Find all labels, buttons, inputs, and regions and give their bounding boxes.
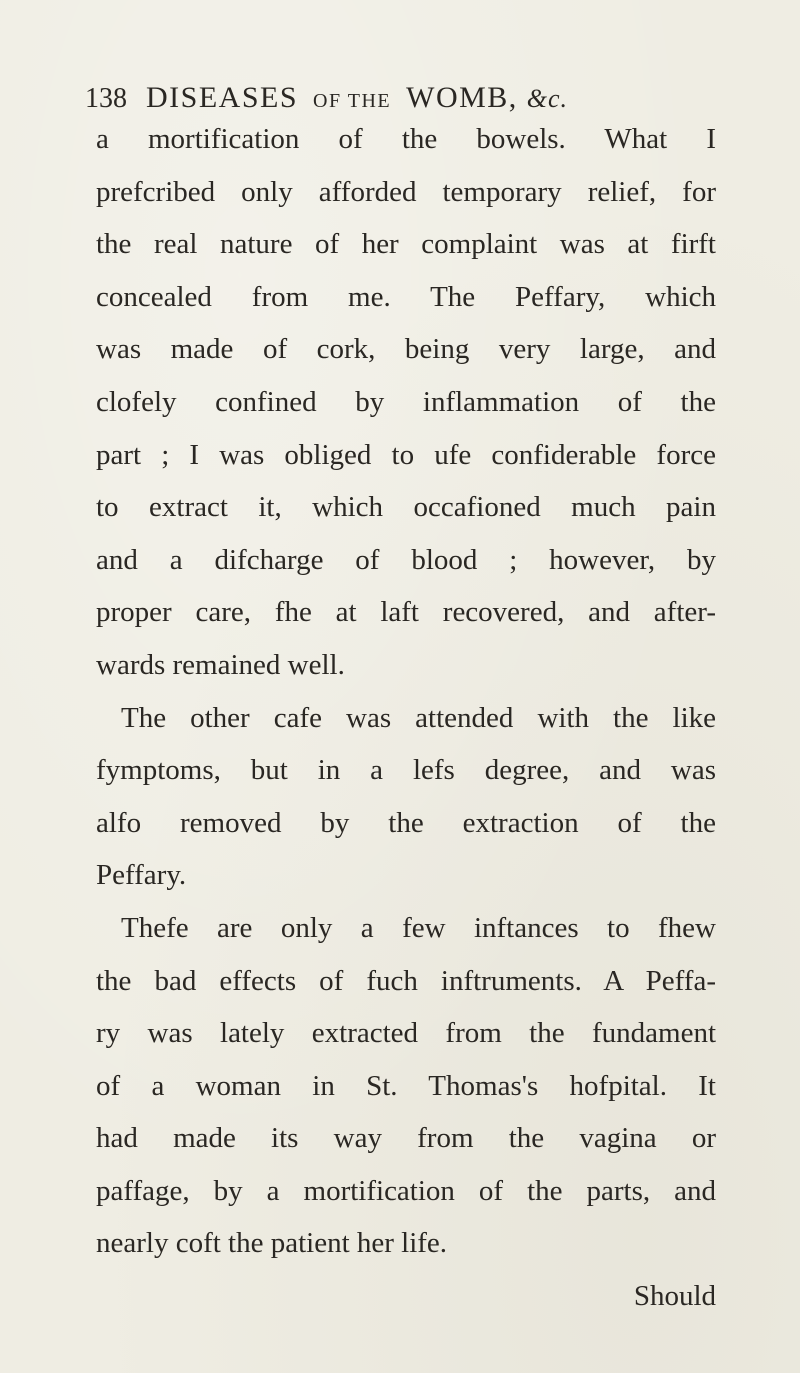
text-line: to extract it, which occafioned much pain [96, 491, 716, 524]
page-number: 138 [85, 83, 127, 114]
text-line: wards remained well. [96, 648, 345, 681]
text-line: Peffary. [96, 859, 187, 892]
text-line: the bad effects of fuch inftruments. A Peffa- [96, 964, 716, 997]
text-line: ry was lately extracted from the fundament [96, 1017, 716, 1050]
text-line: the real nature of her complaint was at firft [96, 228, 716, 261]
text-line: was made of cork, being very large, and [96, 333, 716, 366]
running-header [85, 76, 685, 116]
catchword: Should [633, 1280, 716, 1313]
text-line: Thefe are only a few inftances to fhew [121, 911, 716, 944]
text-line: fymptoms, but in a lefs degree, and was [96, 754, 716, 787]
text-line: clofely confined by inflammation of the [96, 385, 716, 418]
header-title-womb: WOMB, [406, 81, 518, 114]
text-line: part ; I was obliged to ufe confiderable force [96, 438, 716, 471]
text-line: concealed from me. The Peffary, which [96, 280, 716, 313]
text-line: had made its way from the vagina or [96, 1122, 716, 1155]
header-title-etc: &c. [526, 84, 569, 113]
text-line: alfo removed by the extraction of the [96, 806, 716, 839]
text-line: prefcribed only afforded temporary relief, for [96, 175, 716, 208]
text-line: The other cafe was attended with the like [121, 701, 716, 734]
text-line: proper care, fhe at laft recovered, and after- [96, 596, 716, 629]
text-line: paffage, by a mortification of the parts, and [96, 1174, 716, 1207]
text-line: a mortification of the bowels. What I [96, 123, 716, 155]
body-text [96, 113, 716, 1323]
header-title-of-the: OF THE [313, 90, 392, 112]
text-line: of a woman in St. Thomas's hofpital. It [96, 1069, 716, 1102]
text-line: and a difcharge of blood ; however, by [96, 543, 716, 576]
header-title-diseases: DISEASES [146, 81, 299, 114]
text-line: nearly coft the patient her life. [96, 1227, 448, 1260]
